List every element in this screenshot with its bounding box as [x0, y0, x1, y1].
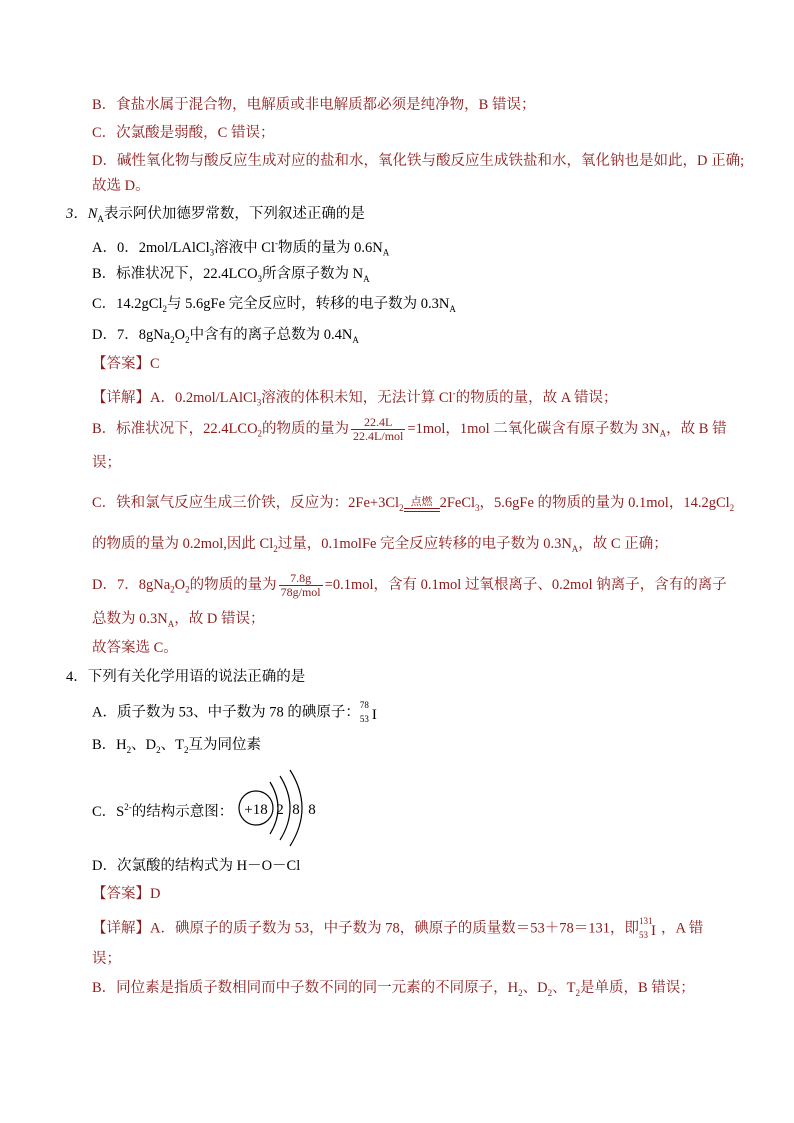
- q4-option-b: B．$H_2$、$D_2$、$T_2$互为同位素: [92, 737, 261, 755]
- q3-option-a: A．0．2mol/LAlCl$_3$溶液中 Cl-物质的量为 $0.6N_A$: [92, 238, 390, 258]
- q4-answer: 【答案】D: [92, 886, 161, 902]
- q2-conclusion: 故选 D。: [92, 178, 150, 194]
- q3-detail-d: D．7．$8gNa_2O_2$的物质的量为 $\frac{7.8g}{\text{78g/mol}}$ =0.1mol，含有 0.1mol 过氧根离子、0.2mol 钠离子，含有的离子: [92, 571, 727, 599]
- q4-detail-a: 【详解】A．碘原子的质子数为 53，中子数为 78，碘原子的质量数＝53＋78＝131，即 131 53 I ，A 错: [92, 916, 704, 940]
- q4-option-a: A．质子数为 53、中子数为 78 的碘原子： 78 53 I: [92, 700, 382, 726]
- fraction-molar-co2: $\frac{22.4L}{\text{22.4L/mol}}$: [353, 415, 404, 443]
- q4-option-d: D．次氯酸的结构式为 H－O－Cl: [92, 858, 301, 874]
- q4-stem: 4．下列有关化学用语的说法正确的是: [66, 669, 306, 685]
- q2-option-b-explanation: B．食盐水属于混合物，电解质或非电解质都必须是纯净物，B 错误；: [92, 97, 536, 113]
- shell-3-electrons: 8: [308, 802, 316, 818]
- fraction-molar-na2o2: $\frac{7.8g}{\text{78g/mol}}$: [280, 571, 321, 599]
- q4-option-c: C．$S^{2-}$的结构示意图：: [92, 802, 234, 820]
- iodine-nuclide-symbol: 78 53 I: [359, 700, 377, 724]
- q2-option-c-explanation: C．次氯酸是弱酸，C 错误；: [92, 125, 275, 141]
- q3-detail-a: 【详解】A．0.2mol/LAlCl$_3$溶液的体积未知，无法计算 Cl-的物质的量，故 A 错误；: [92, 388, 618, 408]
- q3-detail-b-cont: 误；: [92, 455, 121, 471]
- q3-stem: 3．$N_A$表示阿伏加德罗常数，下列叙述正确的是: [66, 206, 365, 224]
- q3-detail-b: B．标准状况下，$22.4LCO_2$的物质的量为 $\frac{22.4L}{\text{22.4L/mol}}$ =1mol，1mol 二氧化碳含有原子数为 $3N_A$，故 B 错: [92, 415, 727, 443]
- q2-option-d-explanation: D．碱性氧化物与酸反应生成对应的盐和水，氧化铁与酸反应生成铁盐和水，氧化钠也是如此，D 正确;: [92, 153, 745, 169]
- shell-1-electrons: 2: [276, 802, 284, 818]
- q3-answer: 【答案】C: [92, 356, 160, 372]
- q3-option-b: B．标准状况下，$22.4LCO_3$所含原子数为 $N_A$: [92, 266, 370, 284]
- q3-option-d: D．7．$8gNa_2O_2$中含有的离子总数为 $0.4N_A$: [92, 327, 359, 345]
- q4-detail-a-cont: 误；: [92, 951, 121, 967]
- iodine-131-nuclide-symbol: 131 53 I: [638, 916, 656, 940]
- q3-option-c: C．14.2gCl$_2$与 5.6gFe 完全反应时，转移的电子数为 $0.3N_A$: [92, 296, 456, 314]
- sulfide-ion-structure-diagram: [236, 768, 336, 850]
- q3-detail-c: C．铁和氯气反应生成三价铁，反应为：$2Fe+3Cl_2$ 点燃 2FeCl$_3$，5.6gFe 的物质的量为 0.1mol，14.2gCl$_2$: [92, 495, 735, 513]
- reaction-condition-arrow: 点燃: [404, 496, 440, 512]
- q4-detail-b: B．同位素是指质子数相同而中子数不同的同一元素的不同原子，$H_2$、$D_2$、$T_2$是单质，B 错误；: [92, 980, 695, 998]
- q3-conclusion: 故答案选 C。: [92, 640, 178, 656]
- shell-2-electrons: 8: [292, 802, 300, 818]
- q3-detail-d-cont: 总数为 $0.3N_A$，故 D 错误；: [92, 611, 265, 629]
- q3-detail-c-cont: 的物质的量为 0.2mol,因此 $Cl_2$过量，0.1molFe 完全反应转移的电子数为 $0.3N_A$，故 C 正确；: [92, 536, 668, 554]
- nucleus-charge: +18: [244, 802, 268, 818]
